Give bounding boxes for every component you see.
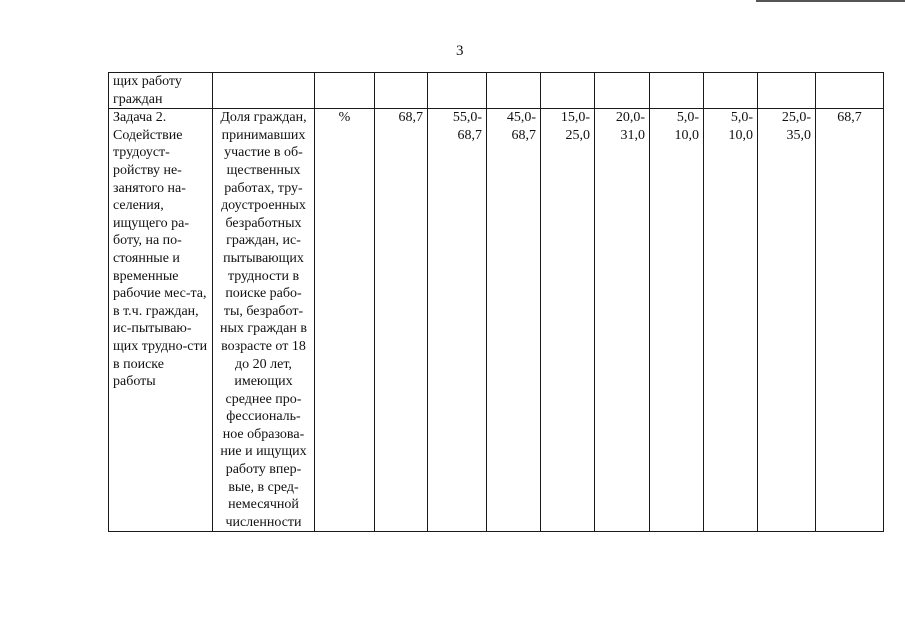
unit-value: % (338, 110, 351, 126)
value-cell (375, 109, 428, 532)
empty-cell (704, 73, 758, 109)
empty-cell (541, 73, 595, 109)
indicators-table (108, 72, 884, 532)
value-2: 55,0-68,7 (452, 110, 482, 143)
task-description: Задача 2. Содействие трудоуст-ройству не-занятого на-селения, ищущего ра-боту, на по-стоянные и временные рабочие мес-та, в т.ч. граждан, ис-пытываю-щих трудно-сти в поиске работы (113, 110, 208, 390)
empty-cell (315, 73, 375, 109)
task-cell (109, 109, 213, 532)
value-9: 68,7 (837, 110, 862, 126)
empty-cell (650, 73, 704, 109)
empty-cell (816, 73, 884, 109)
value-4: 15,0-25,0 (560, 110, 590, 143)
indicator-description: Доля граждан, принимавших участие в об-щественных работах, тру-доустроенных безработных граждан, ис-пытывающих трудности в поиске рабо-ты, безработ-ных граждан в возрасте от 18 до 20 лет, имеющих среднее про-фессиональ-ное образова-ние и ищущих работу впер-вые, в сред-немесячной численности (220, 110, 307, 530)
indicator-cell (213, 109, 315, 532)
value-cell (487, 109, 541, 532)
value-8: 25,0-35,0 (781, 110, 811, 143)
table-row-task-2 (109, 109, 884, 532)
empty-cell (758, 73, 816, 109)
top-edge-rule (756, 0, 905, 2)
value-cell (650, 109, 704, 532)
value-6: 5,0-10,0 (674, 110, 699, 143)
continuation-task-cell (109, 73, 213, 109)
unit-cell (315, 109, 375, 532)
table-row-continuation (109, 73, 884, 109)
value-5: 20,0-31,0 (615, 110, 645, 143)
value-cell (428, 109, 487, 532)
value-cell (595, 109, 650, 532)
value-cell (704, 109, 758, 532)
empty-cell (375, 73, 428, 109)
value-cell (758, 109, 816, 532)
empty-cell (213, 73, 315, 109)
value-cell (816, 109, 884, 532)
value-cell (541, 109, 595, 532)
value-3: 45,0-68,7 (506, 110, 536, 143)
empty-cell (487, 73, 541, 109)
value-1: 68,7 (398, 110, 423, 126)
empty-cell (595, 73, 650, 109)
value-7: 5,0-10,0 (728, 110, 753, 143)
continuation-label: щих работу граждан (113, 74, 182, 107)
page-number: 3 (456, 43, 464, 59)
empty-cell (428, 73, 487, 109)
